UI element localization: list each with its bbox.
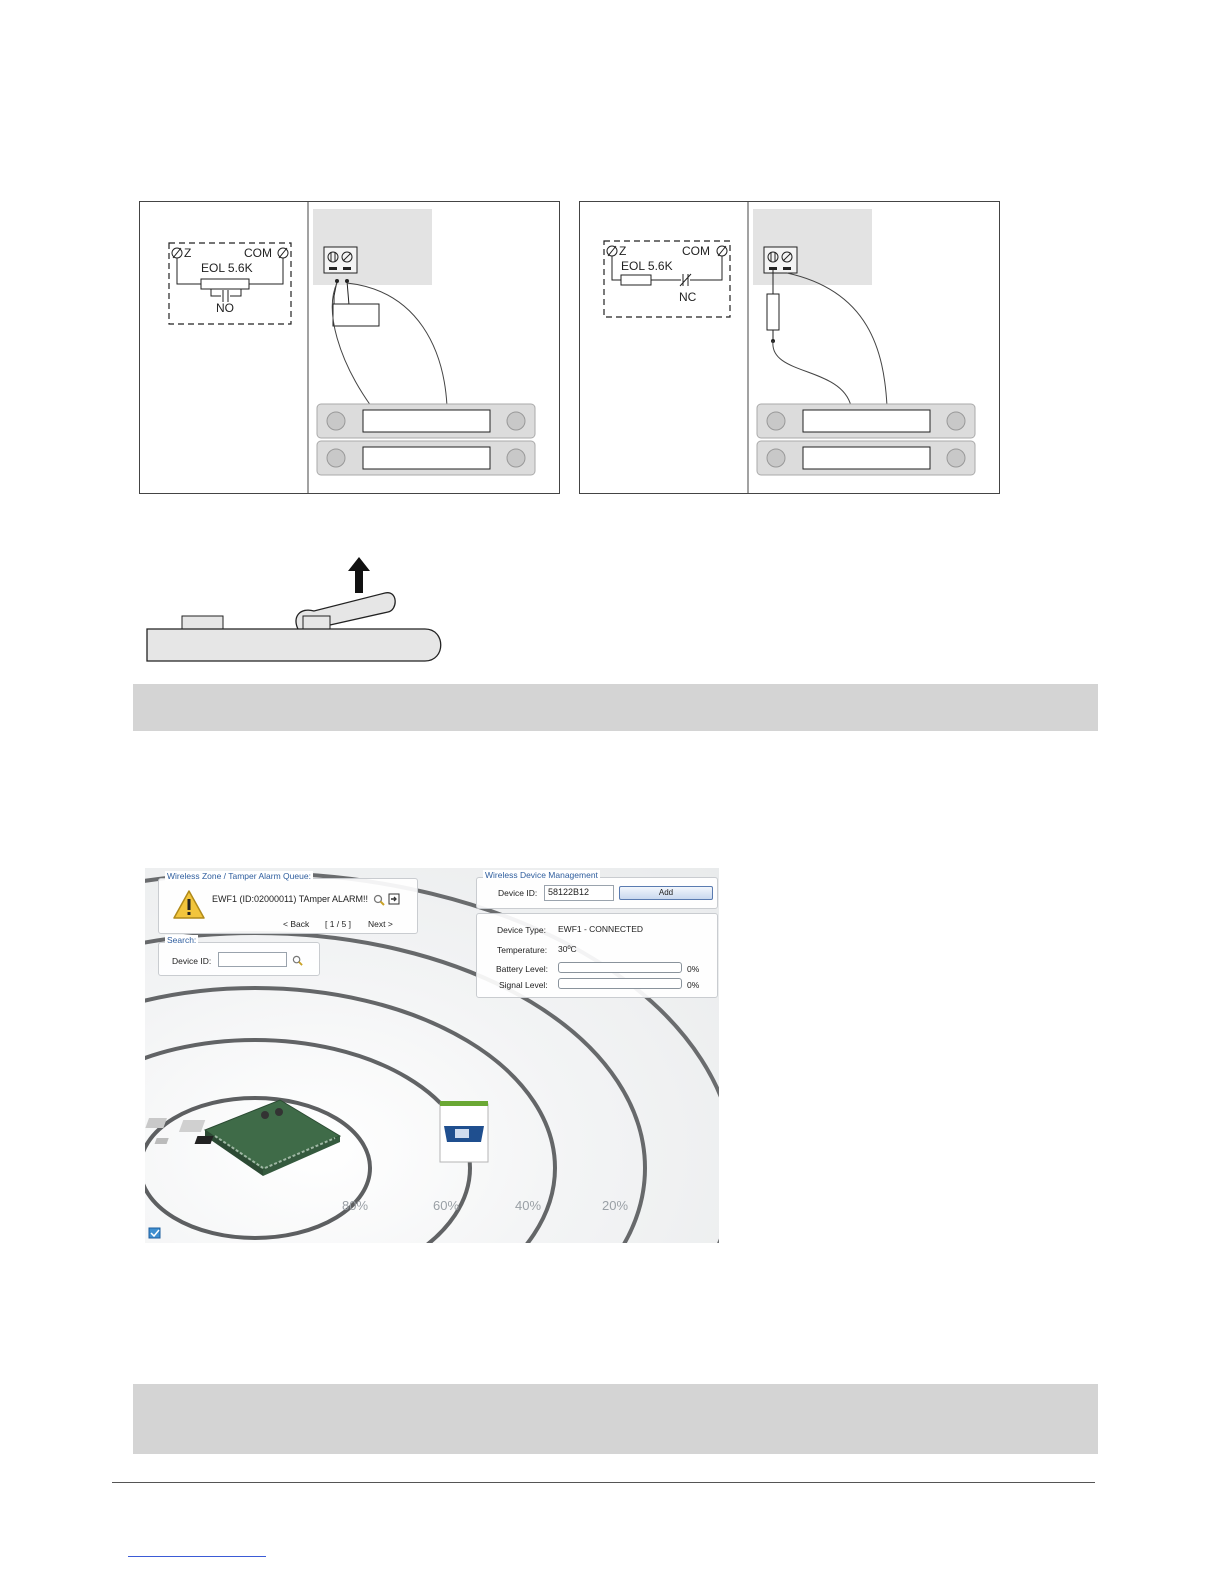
signal-label: Signal Level: [499, 980, 548, 990]
alarm-queue-legend: Wireless Zone / Tamper Alarm Queue: [167, 871, 311, 881]
no-label: NO [216, 301, 234, 315]
section-bar [133, 1384, 1098, 1454]
range-label-40: 40% [515, 1198, 542, 1213]
device-type-value: EWF1 - CONNECTED [558, 924, 643, 934]
wiring-diagram-no [139, 201, 560, 494]
signal-level-bar [558, 978, 682, 989]
up-arrow-icon [348, 557, 370, 593]
battery-value: 0% [687, 964, 700, 974]
temperature-label: Temperature: [497, 945, 548, 955]
battery-level-bar [558, 962, 682, 973]
signal-value: 0% [687, 980, 700, 990]
eol-label: EOL 5.6K [621, 259, 673, 273]
temperature-value: 30ºC [558, 944, 577, 954]
control-panel-board [145, 1100, 340, 1176]
search-legend: Search: [167, 935, 197, 945]
range-label-80: 80% [342, 1198, 369, 1213]
footer-link-underline[interactable] [128, 1556, 266, 1557]
wireless-device-panel [145, 868, 719, 1243]
export-icon[interactable] [388, 893, 400, 905]
wiring-diagram-nc [579, 201, 1000, 494]
search-device-id-input[interactable] [218, 952, 287, 967]
alarm-queue-group [158, 871, 418, 934]
com-label: COM [244, 246, 272, 260]
device-status-group [476, 913, 718, 998]
search-icon[interactable] [373, 894, 385, 906]
range-label-20: 20% [602, 1198, 629, 1213]
range-label-60: 60% [433, 1198, 460, 1213]
device-management-legend: Wireless Device Management [485, 870, 598, 880]
search-group [158, 935, 320, 976]
eol-label: EOL 5.6K [201, 261, 253, 275]
device-management-group [476, 870, 718, 909]
next-link[interactable]: Next > [368, 919, 393, 929]
wireless-keypad-device [440, 1101, 488, 1162]
battery-label: Battery Level: [496, 964, 548, 974]
section-bar [133, 684, 1098, 731]
search-device-id-label: Device ID: [172, 956, 212, 966]
tamper-lever-illustration [140, 555, 450, 665]
device-type-label: Device Type: [497, 925, 546, 935]
z-label: Z [619, 244, 627, 258]
warning-icon [172, 889, 206, 921]
z-label: Z [184, 246, 192, 260]
com-label: COM [682, 244, 710, 258]
footer-rule [112, 1482, 1095, 1483]
alarm-message: EWF1 (ID:02000011) TAmper ALARM!! [212, 894, 369, 904]
back-link[interactable]: < Back [283, 919, 310, 929]
device-id-label: Device ID: [498, 888, 538, 898]
nc-label: NC [679, 290, 697, 304]
add-device-button[interactable]: Add [619, 886, 713, 900]
search-icon[interactable] [292, 955, 303, 966]
page-indicator: [ 1 / 5 ] [325, 919, 351, 929]
device-id-input[interactable]: 58122B12 [544, 885, 614, 901]
